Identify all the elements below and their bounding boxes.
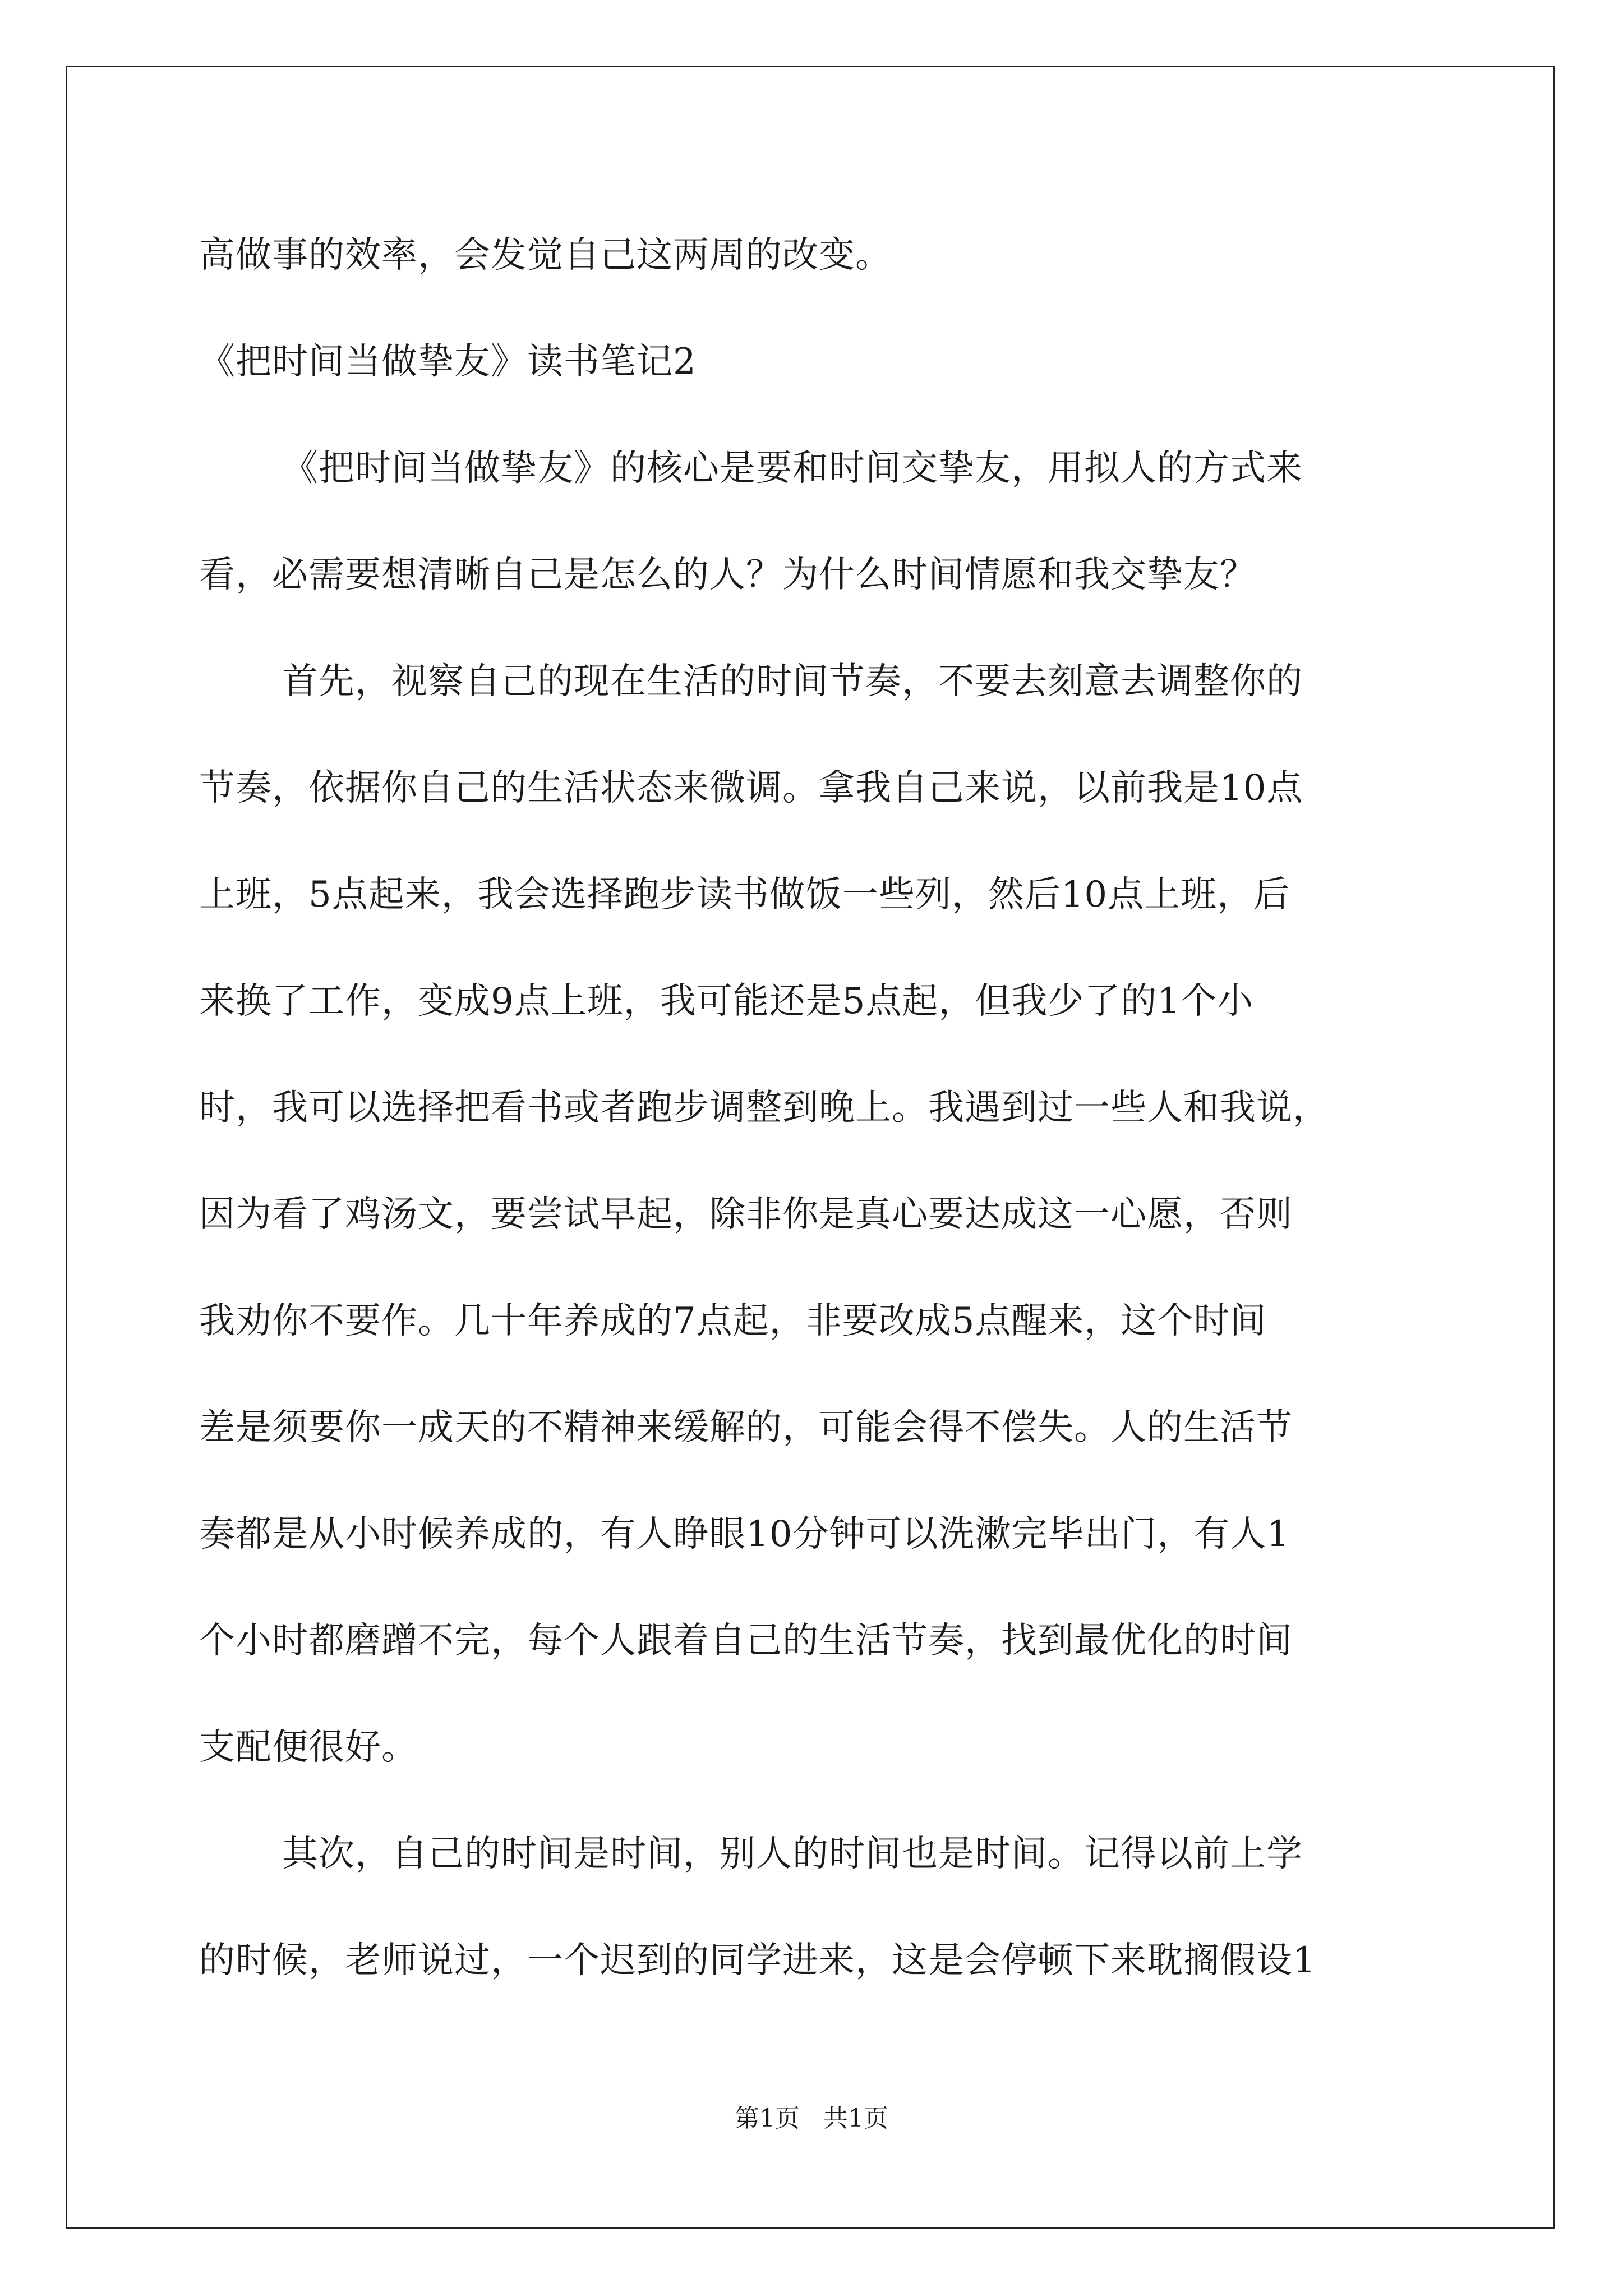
text-line-13: 奏都是从小时候养成的，有人睁眼10分钟可以洗漱完毕出门，有人1 — [199, 1513, 1290, 1555]
text-line-14: 个小时都磨蹭不完，每个人跟着自己的生活节奏，找到最优化的时间 — [199, 1620, 1293, 1662]
text-line-5: 首先，视察自己的现在生活的时间节奏，不要去刻意去调整你的 — [282, 661, 1303, 702]
text-line-10: 因为看了鸡汤文，要尝试早起，除非你是真心要达成这一心愿，否则 — [199, 1194, 1293, 1235]
text-line-1: 高做事的效率，会发觉自己这两周的改变。 — [199, 234, 892, 276]
text-line-3: 《把时间当做挚友》的核心是要和时间交挚友，用拟人的方式来 — [282, 448, 1303, 489]
page-footer — [0, 2098, 1623, 2134]
text-line-9: 时，我可以选择把看书或者跑步调整到晚上。我遇到过一些人和我说， — [199, 1087, 1329, 1129]
page-number: 第1页 — [735, 2104, 800, 2133]
text-line-4: 看，必需要想清晰自己是怎么的人？为什么时间情愿和我交挚友？ — [199, 554, 1256, 596]
text-line-17: 的时候，老师说过，一个迟到的同学进来，这是会停顿下来耽搁假设1 — [199, 1940, 1316, 1981]
text-line-7: 上班，5点起来，我会选择跑步读书做饭一些列，然后10点上班，后 — [199, 874, 1290, 915]
text-line-8: 来换了工作，变成9点上班，我可能还是5点起，但我少了的1个小 — [199, 981, 1254, 1022]
text-line-15: 支配便很好。 — [199, 1727, 418, 1768]
document-body — [199, 202, 1433, 2014]
text-line-16: 其次，自己的时间是时间，别人的时间也是时间。记得以前上学 — [282, 1833, 1303, 1875]
text-line-12: 差是须要你一成天的不精神来缓解的，可能会得不偿失。人的生活节 — [199, 1407, 1293, 1448]
text-line-6: 节奏，依据你自己的生活状态来微调。拿我自己来说，以前我是10点 — [199, 767, 1303, 809]
page-total: 共1页 — [823, 2104, 888, 2133]
section-heading: 《把时间当做挚友》读书笔记2 — [199, 341, 697, 383]
text-line-11: 我劝你不要作。几十年养成的7点起，非要改成5点醒来，这个时间 — [199, 1300, 1267, 1342]
